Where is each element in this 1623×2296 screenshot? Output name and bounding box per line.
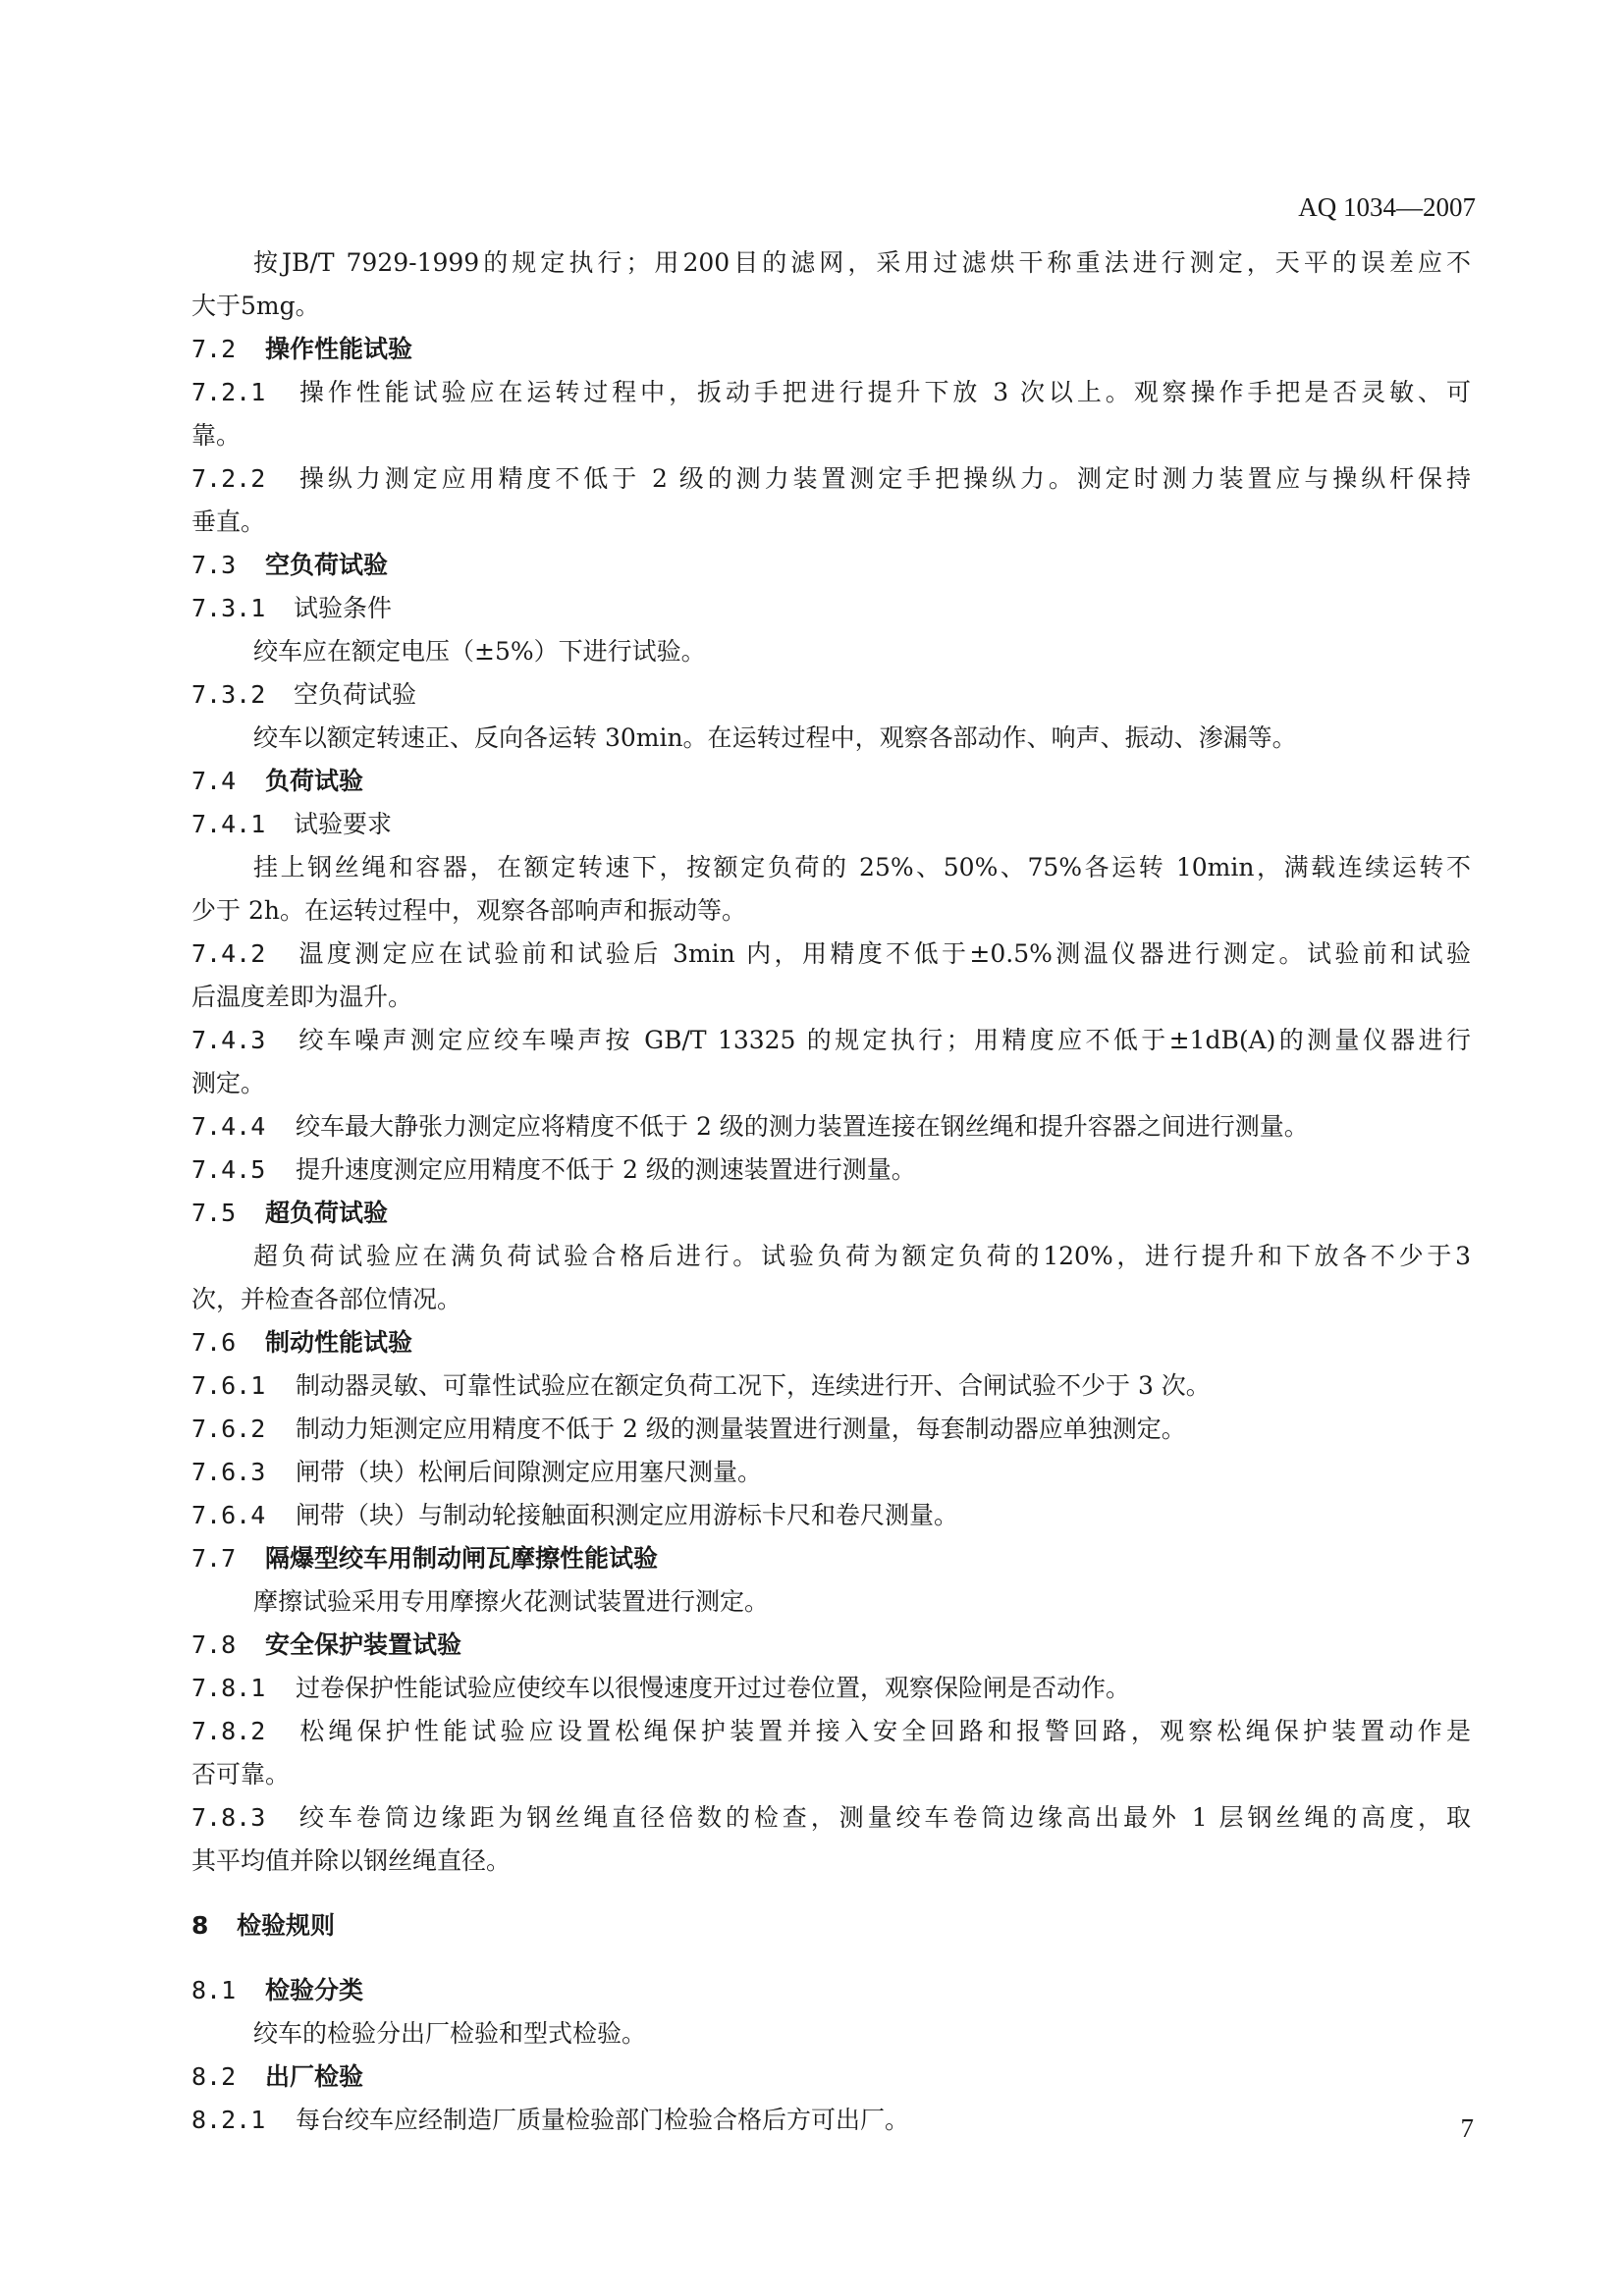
clause-title: 空负荷试验 — [294, 680, 417, 709]
section-number: 8.2 — [191, 2062, 237, 2091]
section-7-3-heading — [191, 544, 1471, 587]
clause-text: 每台绞车应经制造厂质量检验部门检验合格后方可出厂。 — [296, 2106, 910, 2134]
clause-number: 7.6.3 — [191, 1458, 266, 1486]
clause-8-2-1 — [191, 2099, 1471, 2142]
clause-number: 7.2.1 — [191, 378, 266, 406]
section-title: 超负荷试验 — [265, 1199, 389, 1227]
clause-text: 制动器灵敏、可靠性试验应在额定负荷工况下，连续进行开、合闸试验不少于 3 次。 — [296, 1371, 1211, 1400]
chapter-number: 8 — [191, 1911, 209, 1940]
document-code: AQ 1034—2007 — [1298, 192, 1476, 222]
intro-paragraph-line1: 按JB/T 7929-1999的规定执行；用200目的滤网，采用过滤烘干称重法进行测定，天平的误差应不 — [253, 248, 1471, 277]
clause-number: 7.6.4 — [191, 1501, 266, 1529]
clause-number: 7.8.3 — [191, 1803, 266, 1832]
chapter-8-heading — [191, 1904, 1471, 1948]
section-7-5-heading — [191, 1192, 1471, 1235]
section-title: 安全保护装置试验 — [265, 1630, 462, 1659]
section-7-2-heading — [191, 328, 1471, 371]
clause-number: 7.3.1 — [191, 594, 266, 622]
clause-7-8-1 — [191, 1667, 1471, 1710]
clause-title: 试验要求 — [294, 810, 393, 838]
section-number: 7.6 — [191, 1328, 237, 1357]
clause-text: 绞车最大静张力测定应将精度不低于 2 级的测力装置连接在钢丝绳和提升容器之间进行测量。 — [296, 1112, 1309, 1141]
section-title: 检验分类 — [265, 1976, 364, 2004]
clause-7-8-3-line2: 其平均值并除以钢丝绳直径。 — [191, 1846, 512, 1875]
clause-number: 7.4.1 — [191, 810, 266, 838]
clause-text: 温度测定应在试验前和试验后 3min 内，用精度不低于±0.5%测温仪器进行测定。试验前和试验 — [296, 939, 1471, 968]
page-number: 7 — [1460, 2113, 1474, 2143]
clause-title: 试验条件 — [294, 594, 393, 622]
clause-7-4-5 — [191, 1148, 1471, 1192]
clause-number: 7.3.2 — [191, 680, 266, 709]
clause-7-2-1-line1 — [191, 371, 1471, 414]
clause-7-6-1 — [191, 1364, 1471, 1408]
clause-text: 闸带（块）与制动轮接触面积测定应用游标卡尺和卷尺测量。 — [296, 1501, 959, 1529]
clause-7-4-2-line1 — [191, 933, 1471, 976]
clause-7-2-1-line2: 靠。 — [191, 421, 242, 450]
clause-7-4-2-line2: 后温度差即为温升。 — [191, 983, 413, 1011]
section-7-5-body-line1: 超负荷试验应在满负荷试验合格后进行。试验负荷为额定负荷的120%，进行提升和下放各不少于3 — [253, 1242, 1471, 1270]
clause-number: 7.4.5 — [191, 1155, 266, 1184]
clause-number: 7.4.2 — [191, 939, 266, 968]
section-number: 7.7 — [191, 1544, 237, 1573]
clause-number: 7.4.3 — [191, 1026, 266, 1054]
section-number: 8.1 — [191, 1976, 237, 2004]
clause-7-6-4 — [191, 1494, 1471, 1537]
clause-number: 7.8.2 — [191, 1717, 266, 1745]
page-body — [191, 241, 1471, 2142]
clause-number: 7.6.1 — [191, 1371, 266, 1400]
section-8-1-heading — [191, 1969, 1471, 2012]
section-7-7-heading — [191, 1537, 1471, 1580]
clause-text: 松绳保护性能试验应设置松绳保护装置并接入安全回路和报警回路，观察松绳保护装置动作是 — [296, 1717, 1471, 1745]
section-number: 7.2 — [191, 335, 237, 363]
section-7-6-heading — [191, 1321, 1471, 1364]
intro-paragraph-line2: 大于5mg。 — [191, 292, 320, 320]
section-7-8-heading — [191, 1624, 1471, 1667]
section-title: 隔爆型绞车用制动闸瓦摩擦性能试验 — [265, 1544, 659, 1573]
clause-number: 7.6.2 — [191, 1415, 266, 1443]
clause-7-4-1-body-line1: 挂上钢丝绳和容器，在额定转速下，按额定负荷的 25%、50%、75%各运转 10min，满载连续运转不 — [253, 853, 1471, 881]
clause-7-4-3-line2: 测定。 — [191, 1069, 266, 1097]
section-number: 7.5 — [191, 1199, 237, 1227]
clause-number: 7.2.2 — [191, 464, 266, 493]
clause-7-3-1-heading — [191, 587, 1471, 630]
clause-number: 7.4.4 — [191, 1112, 266, 1141]
section-number: 7.8 — [191, 1630, 237, 1659]
section-title: 操作性能试验 — [265, 335, 413, 363]
clause-7-4-1-heading — [191, 803, 1471, 846]
clause-7-2-2-line1 — [191, 457, 1471, 501]
clause-text: 操纵力测定应用精度不低于 2 级的测力装置测定手把操纵力。测定时测力装置应与操纵杆保持 — [296, 464, 1471, 493]
clause-7-8-2-line1 — [191, 1710, 1471, 1753]
section-7-4-heading — [191, 760, 1471, 803]
clause-7-2-2-line2: 垂直。 — [191, 507, 266, 536]
clause-7-4-3-line1 — [191, 1019, 1471, 1062]
clause-text: 制动力矩测定应用精度不低于 2 级的测量装置进行测量，每套制动器应单独测定。 — [296, 1415, 1186, 1443]
clause-text: 提升速度测定应用精度不低于 2 级的测速装置进行测量。 — [296, 1155, 916, 1184]
clause-number: 8.2.1 — [191, 2106, 266, 2134]
clause-7-3-1-body: 绞车应在额定电压（±5%）下进行试验。 — [253, 637, 706, 666]
clause-number: 7.8.1 — [191, 1674, 266, 1702]
clause-7-8-2-line2: 否可靠。 — [191, 1760, 291, 1789]
section-7-5-body-line2: 次，并检查各部位情况。 — [191, 1285, 462, 1313]
section-title: 制动性能试验 — [265, 1328, 413, 1357]
clause-7-3-2-heading — [191, 673, 1471, 717]
section-number: 7.4 — [191, 767, 237, 795]
section-title: 负荷试验 — [265, 767, 364, 795]
chapter-title: 检验规则 — [237, 1911, 336, 1940]
clause-7-3-2-body: 绞车以额定转速正、反向各运转 30min。在运转过程中，观察各部动作、响声、振动、渗漏等。 — [253, 723, 1297, 752]
clause-text: 操作性能试验应在运转过程中，扳动手把进行提升下放 3 次以上。观察操作手把是否灵敏、可 — [296, 378, 1471, 406]
clause-text: 绞车噪声测定应绞车噪声按 GB/T 13325 的规定执行；用精度应不低于±1dB(A)的测量仪器进行 — [296, 1026, 1471, 1054]
clause-7-8-3-line1 — [191, 1796, 1471, 1840]
section-7-7-body: 摩擦试验采用专用摩擦火花测试装置进行测定。 — [253, 1587, 770, 1616]
section-8-1-body: 绞车的检验分出厂检验和型式检验。 — [253, 2019, 647, 2048]
clause-7-4-1-body-line2: 少于 2h。在运转过程中，观察各部响声和振动等。 — [191, 896, 746, 925]
clause-7-6-3 — [191, 1451, 1471, 1494]
section-title: 空负荷试验 — [265, 551, 389, 579]
section-8-2-heading — [191, 2056, 1471, 2099]
section-number: 7.3 — [191, 551, 237, 579]
clause-7-6-2 — [191, 1408, 1471, 1451]
clause-7-4-4 — [191, 1105, 1471, 1148]
clause-text: 过卷保护性能试验应使绞车以很慢速度开过过卷位置，观察保险闸是否动作。 — [296, 1674, 1131, 1702]
section-title: 出厂检验 — [265, 2062, 364, 2091]
clause-text: 绞车卷筒边缘距为钢丝绳直径倍数的检查，测量绞车卷筒边缘高出最外 1 层钢丝绳的高度，取 — [296, 1803, 1471, 1832]
clause-text: 闸带（块）松闸后间隙测定应用塞尺测量。 — [296, 1458, 763, 1486]
